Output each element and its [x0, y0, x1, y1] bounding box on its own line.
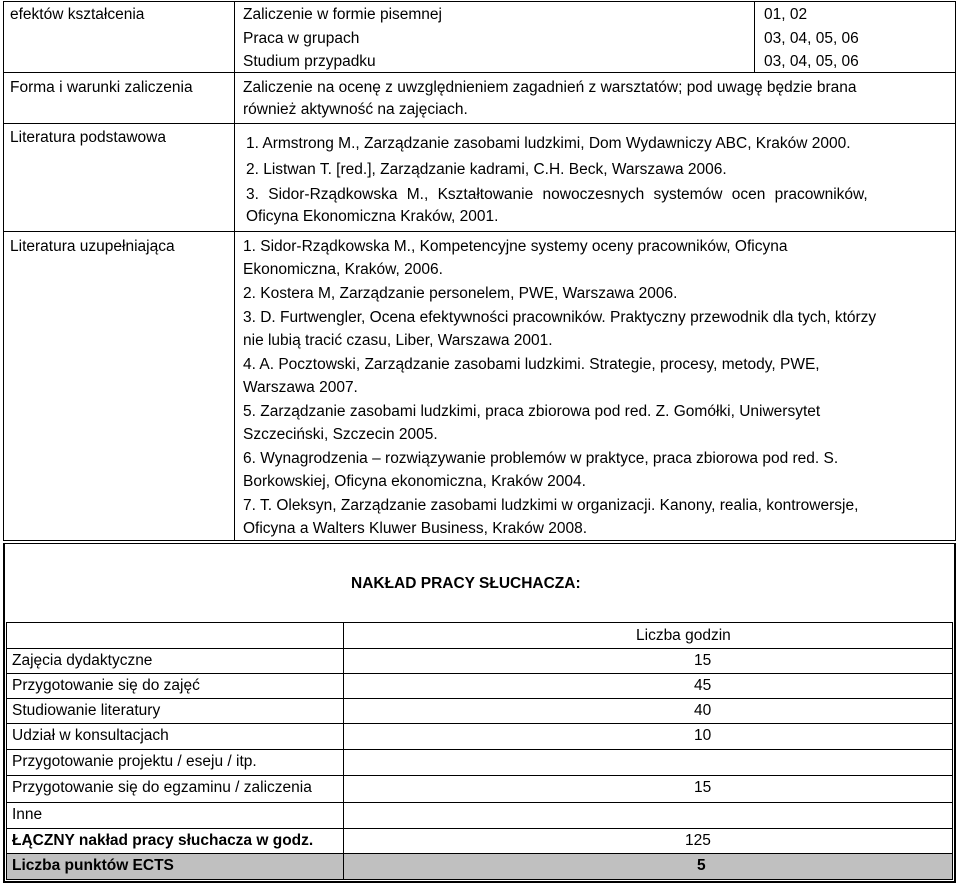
lit-uzup-label: Literatura uzupełniająca	[10, 238, 175, 255]
upper-table-bottom	[3, 540, 956, 541]
lit-uzup-line-1: 1. Sidor-Rządkowska M., Kompetencyjne systemy oceny pracowników, Oficyna	[243, 238, 788, 255]
naklad-right-border	[954, 543, 956, 882]
hours-column-header: Liczba godzin	[636, 627, 731, 644]
workload-value-4: 10	[694, 727, 712, 744]
lit-uzup-line-7: Warszawa 2007.	[243, 379, 358, 396]
lit-uzup-line-9: Szczeciński, Szczecin 2005.	[243, 426, 438, 443]
inner-row-line	[6, 853, 953, 854]
workload-value-6: 15	[694, 779, 712, 796]
efekty-code-3: 03, 04, 05, 06	[764, 53, 859, 70]
efekty-method-2: Praca w grupach	[243, 30, 360, 47]
left-border	[3, 1, 4, 540]
lit-uzup-line-8: 5. Zarządzanie zasobami ludzkimi, praca zbiorowa pod red. Z. Gomółki, Uniwersytet	[243, 403, 821, 420]
lit-uzup-line-11: Borkowskiej, Oficyna ekonomiczna, Kraków 2004.	[243, 473, 586, 490]
upper-table-bottom-double	[3, 543, 956, 544]
workload-total-value: 125	[685, 832, 711, 849]
naklad-left-border	[3, 543, 5, 882]
efekty-label: efektów kształcenia	[10, 6, 145, 23]
efekty-method-1: Zaliczenie w formie pisemnej	[243, 6, 442, 23]
forma-line-2: również aktywność na zajęciach.	[243, 101, 468, 118]
inner-table-right	[952, 622, 953, 879]
inner-table-bottom	[6, 879, 953, 880]
inner-row-line	[6, 698, 953, 699]
lit-uzup-line-6: 4. A. Pocztowski, Zarządzanie zasobami ludzkimi. Strategie, procesy, metody, PWE,	[243, 356, 820, 373]
workload-value-2: 45	[694, 677, 712, 694]
lit-podst-item-2: 2. Listwan T. [red.], Zarządzanie kadrami, C.H. Beck, Warszawa 2006.	[246, 161, 727, 178]
workload-value-1: 15	[694, 652, 712, 669]
inner-row-line	[6, 749, 953, 750]
row-divider-forma	[3, 72, 956, 73]
table-top-border	[3, 1, 956, 2]
lit-uzup-line-3: 2. Kostera M, Zarządzanie personelem, PWE, Warszawa 2006.	[243, 285, 678, 302]
lit-uzup-line-12: 7. T. Oleksyn, Zarządzanie zasobami ludzkimi w organizacji. Kanony, realia, kontrowersje,	[243, 497, 859, 514]
codes-column-divider	[754, 1, 755, 72]
inner-table-top	[6, 622, 953, 623]
naklad-bottom-border	[3, 881, 956, 883]
inner-row-line	[6, 673, 953, 674]
workload-value-3: 40	[694, 702, 712, 719]
row-divider-lit-uzup	[3, 231, 956, 232]
inner-row-line	[6, 723, 953, 724]
naklad-title: NAKŁAD PRACY SŁUCHACZA:	[351, 575, 581, 592]
inner-row-line	[6, 775, 953, 776]
workload-label-2: Przygotowanie się do zajęć	[12, 677, 200, 694]
workload-label-3: Studiowanie literatury	[12, 702, 161, 719]
inner-table-left	[6, 622, 7, 879]
lit-podst-label: Literatura podstawowa	[10, 129, 166, 146]
workload-label-4: Udział w konsultacjach	[12, 727, 169, 744]
row-divider-lit-podst	[3, 123, 956, 124]
lit-podst-item-3: 3. Sidor-Rządkowska M., Kształtowanie nowoczesnych systemów ocen pracowników,	[246, 186, 868, 203]
lit-uzup-line-4: 3. D. Furtwengler, Ocena efektywności pracowników. Praktyczny przewodnik dla tych, którzy	[243, 309, 877, 326]
forma-label: Forma i warunki zaliczenia	[10, 79, 193, 96]
efekty-method-3: Studium przypadku	[243, 53, 376, 70]
workload-label-5: Przygotowanie projektu / eseju / itp.	[12, 753, 257, 770]
ects-value: 5	[697, 857, 706, 874]
lit-uzup-line-10: 6. Wynagrodzenia – rozwiązywanie problemów w praktyce, praca zbiorowa pod red. S.	[243, 450, 839, 467]
workload-total-label: ŁĄCZNY nakład pracy słuchacza w godz.	[12, 832, 314, 849]
workload-label-6: Przygotowanie się do egzaminu / zaliczenia	[12, 779, 312, 796]
lit-podst-item-3-cont: Oficyna Ekonomiczna Kraków, 2001.	[246, 208, 499, 225]
inner-row-line	[6, 802, 953, 803]
workload-label-7: Inne	[12, 806, 43, 823]
workload-label-1: Zajęcia dydaktyczne	[12, 652, 153, 669]
efekty-code-1: 01, 02	[764, 6, 808, 23]
ects-label: Liczba punktów ECTS	[12, 857, 174, 874]
efekty-code-2: 03, 04, 05, 06	[764, 30, 859, 47]
right-border	[955, 1, 956, 540]
lit-uzup-line-2: Ekonomiczna, Kraków, 2006.	[243, 261, 443, 278]
inner-table-col-divider	[343, 622, 344, 879]
inner-row-line	[6, 828, 953, 829]
inner-row-line	[6, 648, 953, 649]
forma-line-1: Zaliczenie na ocenę z uwzględnieniem zagadnień z warsztatów; pod uwagę będzie brana	[243, 79, 857, 96]
label-column-divider	[234, 1, 235, 540]
lit-uzup-line-5: nie lubią tracić czasu, Liber, Warszawa 2001.	[243, 332, 553, 349]
lit-podst-item-1: 1. Armstrong M., Zarządzanie zasobami ludzkimi, Dom Wydawniczy ABC, Kraków 2000.	[246, 135, 851, 152]
lit-uzup-line-13: Oficyna a Walters Kluwer Business, Kraków 2008.	[243, 520, 588, 537]
